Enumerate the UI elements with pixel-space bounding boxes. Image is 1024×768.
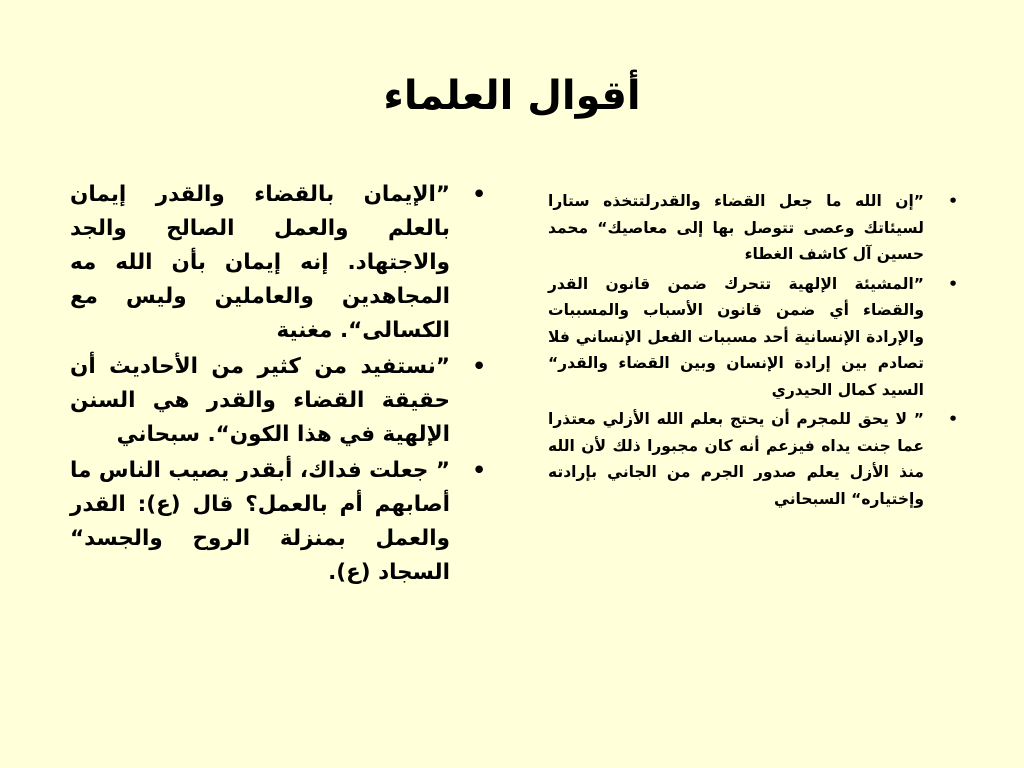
bullet-icon: • [948, 192, 958, 210]
quote-text: ” جعلت فداك، أبقدر يصيب الناس ما أصابهم أم بالعمل؟ قال (ع): القدر والعمل بمنزلة الروح والجسد“ السجاد (ع). [70, 458, 450, 585]
bullet-icon: • [472, 182, 486, 207]
quote-item [548, 271, 960, 404]
right-quote-column [548, 188, 960, 515]
quote-text: ”إن الله ما جعل القضاء والقدرلتتخذه ستارا لسيئاتك وعصى تتوصل بها إلى معاصيك“ محمد حسين آل كاشف الغطاء [548, 192, 924, 263]
quote-item [70, 454, 490, 590]
left-quote-column [70, 178, 490, 592]
quote-item [548, 406, 960, 512]
quote-item [70, 350, 490, 452]
bullet-icon: • [948, 274, 958, 293]
quote-text: ”نستفيد من كثير من الأحاديث أن حقيقة القضاء والقدر هي السنن الإلهية في هذا الكون“. سبحاني [70, 354, 450, 447]
quote-text: ”الإيمان بالقضاء والقدر إيمان بالعلم والعمل الصالح والجد والاجتهاد. إنه إيمان بأن الله مه المجاهدين والعاملين وليس مع الكسالى“. مغنية [70, 182, 450, 343]
bullet-icon: • [948, 410, 958, 428]
quote-item [548, 188, 960, 268]
quote-text: ” لا يحق للمجرم أن يحتج بعلم الله الأزلي معتذرا عما جنت يداه فيزعم أنه كان مجبورا ذلك لأن الله منذ الأزل يعلم صدور الجرم من الجاني بإرادته وإختياره“ السبحاني [548, 410, 924, 508]
slide-title: أقوال العلماء [383, 73, 641, 119]
bullet-icon: • [472, 354, 486, 379]
quote-item [70, 178, 490, 348]
quote-text: ”المشيئة الإلهية تتحرك ضمن قانون القدر والقضاء أي ضمن قانون الأسباب والمسببات والإرادة الإنسانية أحد مسببات الفعل الإنساني فلا تصادم بين إرادة الإنسان وبين القضاء والقدر“ السيد كمال الحيدري [548, 274, 924, 399]
bullet-icon: • [472, 458, 486, 483]
